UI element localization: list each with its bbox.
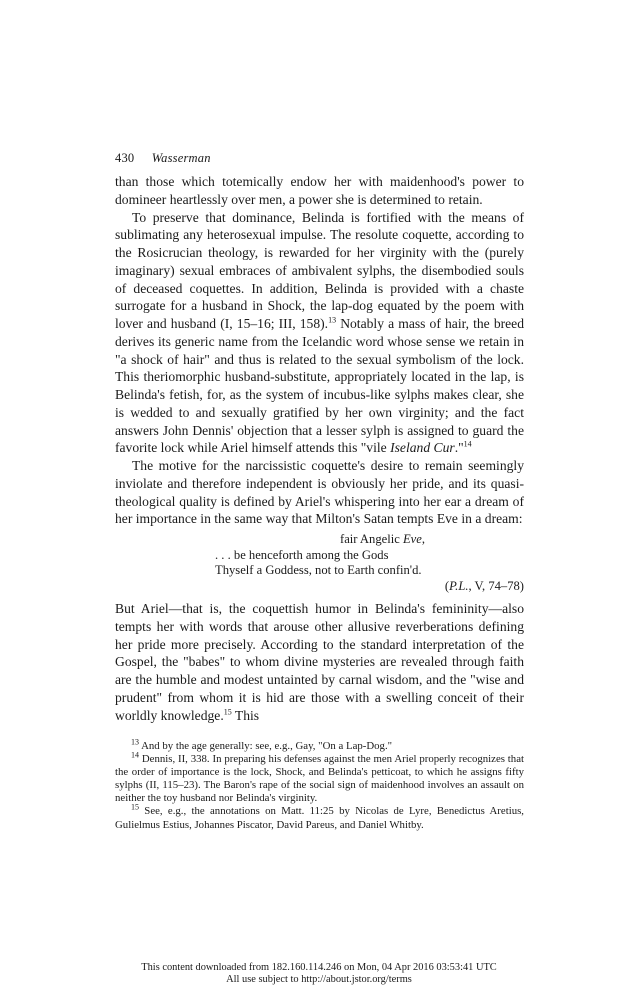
footnote-14-text: Dennis, II, 338. In preparing his defenses against the men Ariel properly recognizes that the order of importance is the lock, Shock, and Belinda's petticoat, to which he assigns fifty sylphs (II, 115–23). The Baron's rape of the social sign of maidenhood involves an assault on neither the toy husband nor Belinda's virginity. [115,753,524,805]
paragraph-2-part-2: Notably a mass of hair, the breed derives its generic name from the Icelandic word whose sense we retain in "a shock of hair" and thus is related to the sexual symbolism of the lock. This theriomorphic husband-substitute, appropriately located in the lap, is Belinda's fetish, for, as the system of incubus-like sylphs makes clear, she is wedded to and sexually gratified by her own virginity; and the fact answers John Dennis' objection that a lesser sylph is assigned to guard the favorite lock while Ariel himself attends this "vile [115,316,525,456]
quote-citation [115,579,524,595]
quote-line-1-end: , [421,532,425,546]
citation-location: , V, 74–78) [468,578,524,593]
paragraph-2-part-1: To preserve that dominance, Belinda is fortified with the means of sublimating any heterosexual impulse. The resolute coquette, according to the Rosicrucian theology, is rewarded for her virginity with the (purely imaginary) sexual embraces of ambivalent sylphs, the disembodied souls of deceased coquettes. In addition, Belinda is provided with a chaste surrogate for a husband in Shock, the lap-dog equated by the poem with lover and husband (I, 15–16; III, 158). [115,209,524,331]
footnote-15 [115,802,524,831]
footnote-13 [115,737,524,753]
block-quote [115,532,524,594]
paragraph-1: than those which totemically endow her with maidenhood's power to domineer heartlessly over men, a power she is determined to retain. [115,174,524,207]
paragraph-2-italic: Iseland Cur [390,440,455,456]
quote-line-3: Thyself a Goddess, not to Earth confin'd. [215,563,422,577]
paragraph-4-part-2: This [231,707,260,723]
citation-work: P.L. [449,578,469,593]
footnote-13-number: 13 [131,737,139,747]
quote-line-1-italic: Eve [402,532,422,546]
footnote-15-number: 15 [131,802,139,812]
quote-line-1-text: fair Angelic [340,532,403,546]
footnote-ref-15[interactable]: 15 [223,706,232,716]
footnote-ref-13[interactable]: 13 [328,315,337,325]
footer-line-1: This content downloaded from 182.160.114.246 on Mon, 04 Apr 2016 03:53:41 UTC [141,962,497,973]
footnotes [115,737,524,832]
body-text [115,173,524,724]
paragraph-2 [115,209,524,458]
running-header [115,151,211,166]
paragraph-2-part-3: ." [454,440,464,456]
footnote-15-text: See, e.g., the annotations on Matt. 11:25 by Nicolas de Lyre, Benedictus Aretius, Gulielmus Estius, Johannes Piscator, David Pareus, and Daniel Whitby. [115,805,524,831]
footnote-ref-14[interactable]: 14 [463,439,472,449]
footnote-14 [115,750,524,805]
running-head-author: Wasserman [151,151,211,165]
footnote-13-text: And by the age generally: see, e.g., Gay, "On a Lap-Dog." [139,740,393,752]
paragraph-4 [115,600,524,724]
paragraph-4-part-1: But Ariel—that is, the coquettish humor in Belinda's femininity—also tempts her with words that arouse other allusive reverberations defining her pride more precisely. According to the standard interpretation of the Gospel, the "babes" to whom divine mysteries are revealed through faith are the humble and modest untainted by carnal wisdom, and the "wise and prudent" from whom it is hid are those with a swelling conceit of their worldly knowledge. [115,601,524,723]
download-footer [0,962,638,986]
footnote-14-number: 14 [131,750,139,760]
quote-line-2: . . . be henceforth among the Gods [215,547,389,562]
page-number: 430 [115,151,135,165]
quote-line-1 [115,532,524,548]
paragraph-3: The motive for the narcissistic coquette's desire to remain seemingly inviolate and therefore independent is obviously her pride, and its quasi-theological quality is defined by Ariel's whispering into her ear a dream of her importance in the same way that Milton's Satan tempts Eve in a dream: [115,458,524,527]
citation-open: ( [444,578,450,593]
footer-line-2[interactable]: All use subject to http://about.jstor.org/terms [226,974,412,985]
